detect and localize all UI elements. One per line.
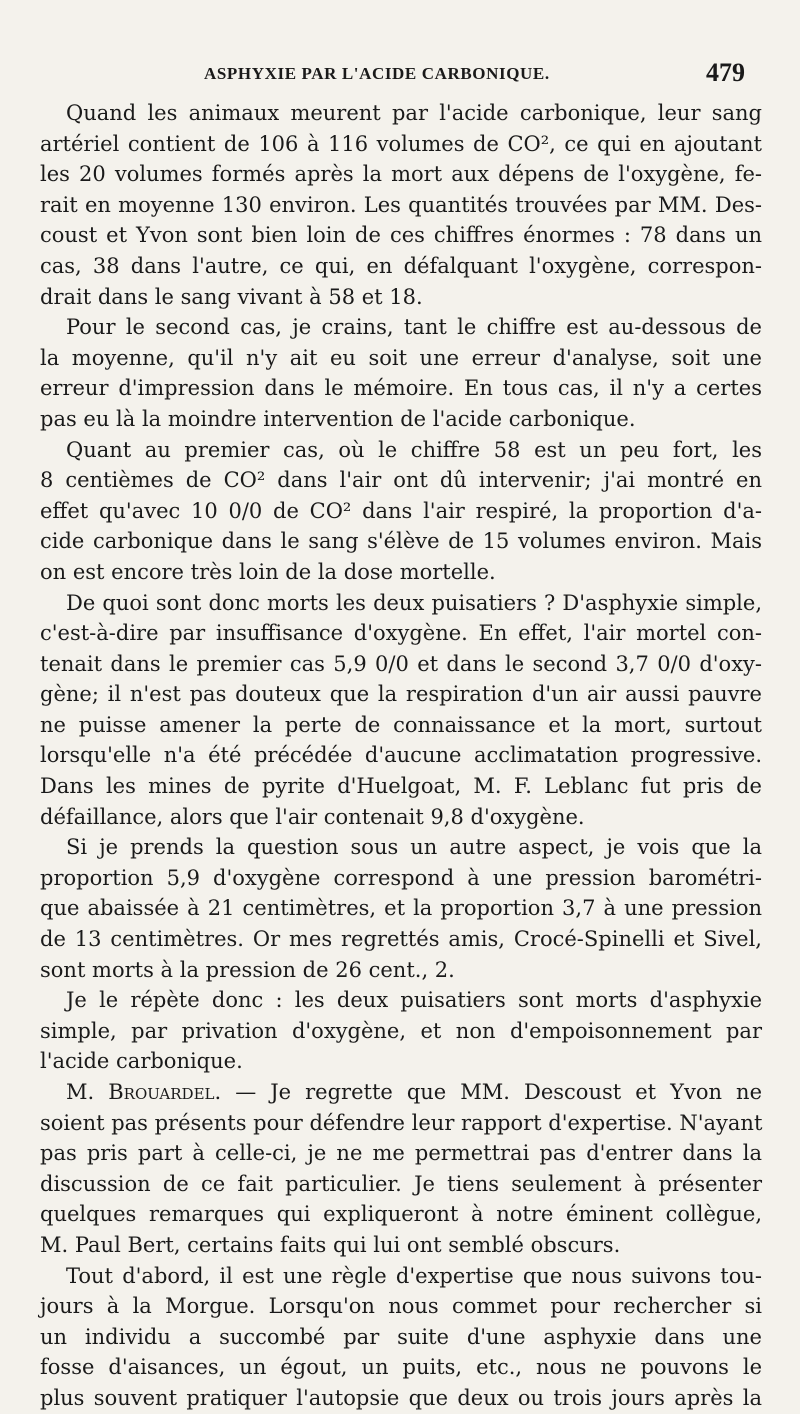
text-line: simple, par privation d'oxygène, et non d'empoisonnement par [40,1018,762,1043]
text-line: un individu a succombé par suite d'une asphyxie dans une [40,1324,762,1349]
text-line: tenait dans le premier cas 5,9 0/0 et dans le second 3,7 0/0 d'oxy- [40,651,762,676]
text-line: quelques remarques qui expliqueront à notre éminent collègue, [40,1202,762,1227]
paragraph-5 [40,832,762,985]
text-line: Quant au premier cas, où le chiffre 58 est un peu fort, les [66,437,762,462]
text-line: ne puisse amener la perte de connaissance et la mort, surtout [40,712,762,737]
text-line: de 13 centimètres. Or mes regrettés amis, Crocé-Spinelli et Sivel, [40,927,762,952]
text-line: Quand les animaux meurent par l'acide carbonique, leur sang [66,101,762,125]
text-line: discussion de ce fait particulier. Je tiens seulement à présenter [40,1171,762,1196]
speaker-line-text: — Je regrette que MM. Descoust et Yvon ne [221,1080,763,1104]
text-line: sont morts à la pression de 26 cent., 2. [40,957,455,982]
text-line [40,1077,762,1108]
text-line: De quoi sont donc morts les deux puisatiers ? D'asphyxie simple, [66,590,762,615]
text-line: cide carbonique dans le sang s'élève de 15 volumes environ. Mais [40,529,762,554]
text-line: on est encore très loin de la dose mortelle. [40,559,496,584]
text-line: Pour le second cas, je crains, tant le chiffre est au-dessous de [66,315,762,340]
text-line: l'acide carbonique. [40,1049,243,1074]
text-line: Dans les mines de pyrite d'Huelgoat, M. F. Leblanc fut pris de [40,774,762,799]
paragraph-7 [40,1077,762,1261]
text-line: rait en moyenne 130 environ. Les quantités trouvées par MM. Des- [40,192,762,217]
text-line: proportion 5,9 d'oxygène correspond à une pression barométri- [40,865,762,890]
text-line: plus souvent pratiquer l'autopsie que deux ou trois jours après la [40,1385,762,1410]
paragraph-3 [40,435,762,588]
body-text [40,98,762,1414]
text-line: pas pris part à celle-ci, je ne me permettrai pas d'entrer dans la [40,1141,762,1166]
paragraph-4 [40,588,762,833]
text-line: Tout d'abord, il est une règle d'expertise que nous suivons tou- [66,1263,762,1288]
text-line: que abaissée à 21 centimètres, et la proportion 3,7 à une pression [40,896,762,921]
paragraph-1 [40,98,762,312]
text-line: 8 centièmes de CO² dans l'air ont dû intervenir; j'ai montré en [40,468,762,493]
text-line: pas eu là la moindre intervention de l'acide carbonique. [40,406,636,431]
page-number: 479 [706,58,745,87]
text-line: M. Paul Bert, certains faits qui lui ont semblé obscurs. [40,1232,621,1257]
text-line: coust et Yvon sont bien loin de ces chiffres énormes : 78 dans un [40,223,762,248]
text-line: fosse d'aisances, un égout, un puits, etc., nous ne pouvons le [40,1355,762,1380]
text-line: soient pas présents pour défendre leur rapport d'expertise. N'ayant [40,1110,763,1135]
speaker-name: M. Brouardel. [66,1080,222,1104]
text-line: les 20 volumes formés après la mort aux dépens de l'oxygène, fe- [40,162,762,187]
text-line: artériel contient de 106 à 116 volumes de CO², ce qui en ajoutant [40,131,762,156]
text-line: cas, 38 dans l'autre, ce qui, en défalquant l'oxygène, correspon- [40,253,762,278]
text-line: la moyenne, qu'il n'y ait eu soit une erreur d'analyse, soit une [40,345,762,370]
text-line: effet qu'avec 10 0/0 de CO² dans l'air respiré, la proportion d'a- [40,498,762,523]
text-line: jours à la Morgue. Lorsqu'on nous commet pour rechercher si [40,1294,762,1319]
text-line: défaillance, alors que l'air contenait 9,8 d'oxygène. [40,804,585,829]
text-line: c'est-à-dire par insuffisance d'oxygène. En effet, l'air mortel con- [40,621,762,646]
paragraph-6 [40,985,762,1077]
text-line: lorsqu'elle n'a été précédée d'aucune acclimatation progressive. [40,743,762,768]
running-title: ASPHYXIE PAR L'ACIDE CARBONIQUE. [204,64,550,83]
text-line: drait dans le sang vivant à 58 et 18. [40,284,423,309]
text-line: Si je prends la question sous un autre aspect, je vois que la [66,835,762,860]
paragraph-8 [40,1261,762,1414]
text-line: gène; il n'est pas douteux que la respiration d'un air aussi pauvre [40,682,762,707]
text-line: erreur d'impression dans le mémoire. En tous cas, il n'y a certes [40,376,762,401]
text-line: Je le répète donc : les deux puisatiers sont morts d'asphyxie [66,988,762,1013]
paragraph-2 [40,312,762,434]
page-header [0,58,800,98]
